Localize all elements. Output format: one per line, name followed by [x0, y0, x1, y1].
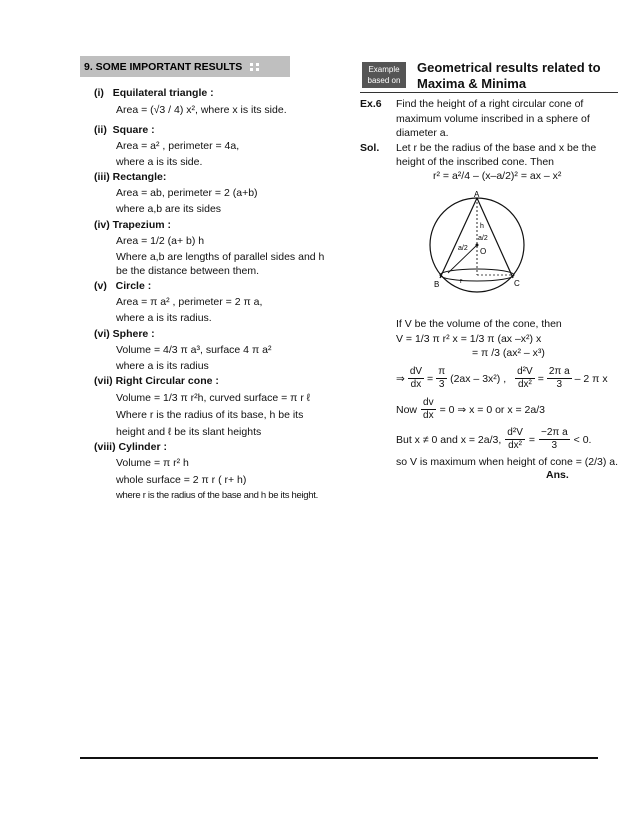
sq-line-2: where a is its side. — [116, 156, 203, 168]
example-badge — [362, 62, 406, 88]
sol-line-2: height of the inscribed cone. Then — [396, 156, 554, 168]
eq-area-line: Area = (√3 / 4) x², where x is its side. — [116, 104, 287, 116]
sph-line-1: Volume = 4/3 π a³, surface 4 π a² — [116, 344, 272, 356]
ex-label: Ex.6 — [360, 98, 382, 110]
label-b: B — [434, 280, 440, 289]
but-line: But x ≠ 0 and x = 2a/3, $\frac{\text{d²V}}{\text{dx²}}$ = $\frac{\text{−2π a}}{3}$ < 0. — [396, 427, 592, 451]
sol-label: Sol. — [360, 142, 380, 154]
cyl-line-2: whole surface = 2 π r ( r+ h) — [116, 474, 247, 486]
trap-line-1: Area = 1/2 (a+ b) h — [116, 235, 205, 247]
title-line-2: Maxima & Minima — [417, 76, 527, 91]
item-trapezium: (iv) Trapezium : — [94, 219, 172, 231]
cone-in-sphere-diagram — [420, 190, 542, 300]
item-sphere: (vi) Sphere : — [94, 328, 155, 340]
label-a2-right: a/2 — [478, 235, 488, 242]
conclusion-line: so V is maximum when height of cone = (2/3) a. — [396, 456, 619, 468]
dots-icon — [250, 63, 260, 71]
cone-line-3: height and ℓ be its slant heights — [116, 426, 262, 438]
cone-line-2: Where r is the radius of its base, h be its — [116, 409, 304, 421]
item-rectangle: (iii) Rectangle: — [94, 171, 167, 183]
v-line-1: If V be the volume of the cone, then — [396, 318, 562, 330]
but-d2v-fraction: $\frac{\text{d²V}}{\text{dx²}}$ — [507, 427, 523, 451]
sph-line-2: where a is its radius — [116, 360, 209, 372]
sol-line-1: Let r be the radius of the base and x be the — [396, 142, 597, 154]
item-cone: (vii) Right Circular cone : — [94, 375, 219, 387]
title-divider — [360, 92, 618, 93]
pi-over-3-fraction: $\frac{\pi}{3}$ — [438, 366, 446, 390]
circ-line-2: where a is its radius. — [116, 312, 212, 324]
section-title: 9. SOME IMPORTANT RESULTS — [84, 60, 243, 73]
v-line-2: V = 1/3 π r² x = 1/3 π (ax –x²) x — [396, 333, 542, 345]
item-square: (ii) Square : — [94, 124, 155, 136]
two-pi-a-fraction: $\frac{\text{2π a}}{3}$ — [548, 366, 570, 390]
but-text: But x ≠ 0 and x = 2a/3, — [396, 433, 502, 446]
implies-symbol: ⇒ — [396, 372, 405, 385]
eq-r-squared: r² = a²/4 – (x–a/2)² = ax – x² — [433, 170, 562, 182]
item-circle: (v) Circle : — [94, 280, 152, 292]
answer-label: Ans. — [546, 469, 569, 481]
cyl-line-1: Volume = π r² h — [116, 457, 189, 469]
label-r: r — [460, 278, 463, 285]
rect-line-1: Area = ab, perimeter = 2 (a+b) — [116, 187, 258, 199]
center-point — [476, 244, 479, 247]
section-header — [80, 56, 290, 77]
trap-line-3: be the distance between them. — [116, 265, 260, 277]
sq-line-1: Area = a² , perimeter = 4a, — [116, 140, 240, 152]
cyl-line-3: where r is the radius of the base and h be its height. — [116, 490, 318, 501]
second-derivative-tail: – 2 π x — [574, 372, 608, 385]
ex-line-2: maximum volume inscribed in a sphere of — [396, 113, 590, 125]
label-a2-left: a/2 — [458, 245, 468, 252]
example-title — [417, 60, 601, 92]
derivative-expression: (2ax – 3x²) , — [450, 372, 507, 385]
now-line — [396, 397, 545, 422]
label-o: O — [480, 247, 487, 256]
label-a: A — [474, 190, 480, 199]
dv-dx-fraction: $\frac{dV}{dx}$ — [409, 366, 423, 390]
circ-line-1: Area = π a² , perimeter = 2 π a, — [116, 296, 263, 308]
but-value-fraction: $\frac{\text{−2π a}}{3}$ — [541, 427, 568, 451]
derivative-line: ⇒ $\frac{dV}{dx}$ = $\frac{\pi}{3}$ (2ax – 3x²) , $\frac{\text{d²V}}{\text{dx²}}$ = $\frac{\text{2π a}}{3}$ – 2 π x — [396, 366, 608, 390]
page-bottom-rule — [80, 757, 598, 759]
cone-line-1: Volume = 1/3 π r²h, curved surface = π r ℓ — [116, 392, 311, 404]
now-fraction: $\frac{dv}{dx}$ — [423, 397, 434, 421]
label-c: C — [514, 279, 520, 288]
title-line-1: Geometrical results related to — [417, 60, 601, 75]
badge-line-2: based on — [367, 76, 401, 85]
ex-line-3: diameter a. — [396, 127, 449, 139]
now-label: Now — [396, 403, 418, 416]
d2v-dx2-fraction: $\frac{\text{d²V}}{\text{dx²}}$ — [517, 366, 533, 390]
ex-line-1: Find the height of a right circular cone of — [396, 98, 584, 110]
rect-line-2: where a,b are its sides — [116, 203, 222, 215]
now-result: = 0 ⇒ x = 0 or x = 2a/3 — [439, 403, 545, 416]
v-line-3: = π /3 (ax² – x³) — [472, 347, 545, 359]
badge-line-1: Example — [368, 65, 400, 74]
item-cylinder: (viii) Cylinder : — [94, 441, 167, 453]
trap-line-2: Where a,b are lengths of parallel sides and h — [116, 251, 325, 263]
label-h: h — [480, 223, 484, 230]
but-tail: < 0. — [573, 433, 592, 446]
item-equilateral-triangle: (i) Equilateral triangle : — [94, 87, 214, 99]
